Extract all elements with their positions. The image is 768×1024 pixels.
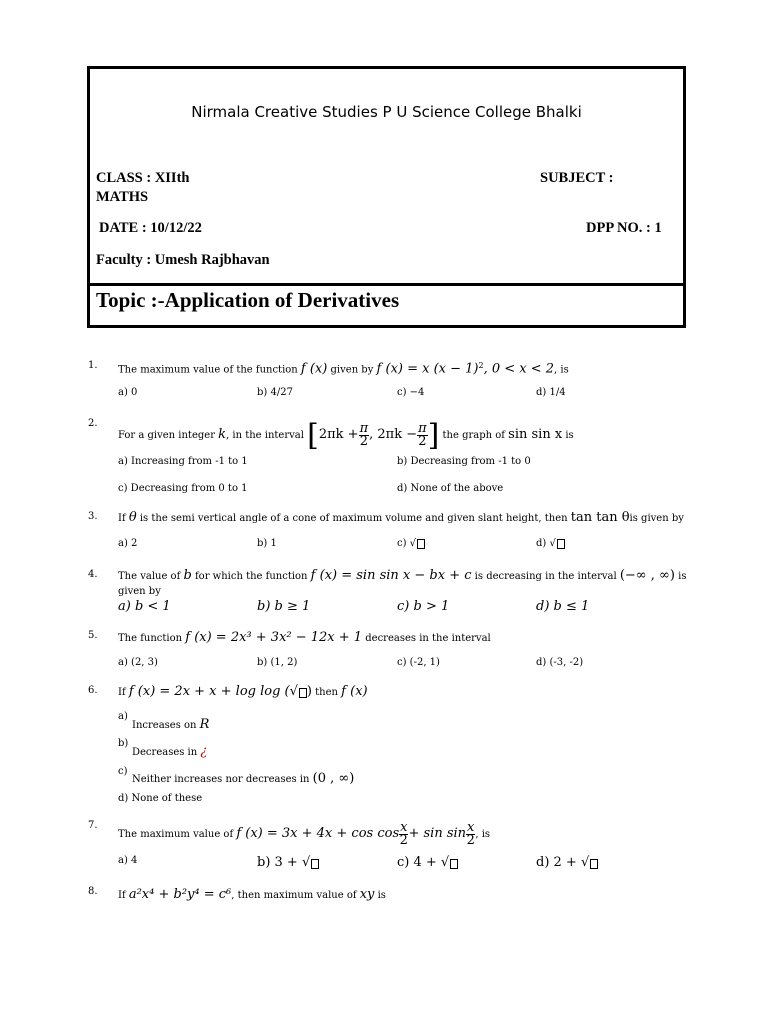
option-d: d) √ [536, 538, 565, 549]
header-box [87, 66, 686, 328]
option-c: c) b > 1 [397, 599, 450, 614]
dpp-label: DPP NO. : 1 [586, 220, 662, 236]
option-a-marker: a) [118, 711, 128, 722]
question-number: 6. [88, 685, 98, 696]
option-b: b) 1 [257, 538, 277, 549]
question-5: The function f (x) = 2x³ + 3x² − 12x + 1 decreases in the interval [118, 630, 491, 645]
question-8: If a²x⁴ + b²y⁴ = c⁶, then maximum value of xy is [118, 887, 386, 902]
option-a: a) b < 1 [118, 599, 171, 614]
option-a: a) 0 [118, 387, 138, 398]
question-2: For a given integer k, in the interval [2πk + $\frac{\pi}{2}$ , 2πk − $\frac{\pi}{2}$ ] the graph of sin sin x is [118, 418, 574, 453]
option-c: c) 4 + √ [397, 855, 458, 870]
option-b: b) 4/27 [257, 387, 293, 398]
option-a: a) 4 [118, 855, 138, 866]
class-subject-continuation: MATHS [96, 189, 149, 205]
question-number: 3. [88, 511, 98, 522]
option-b: b) b ≥ 1 [257, 599, 311, 614]
option-d: d) None of these [118, 793, 203, 804]
faculty-label: Faculty : Umesh Rajbhavan [96, 252, 270, 268]
option-d: d) b ≤ 1 [536, 599, 590, 614]
option-b: b) 3 + √ [257, 855, 319, 870]
topic-title: Topic :-Application of Derivatives [96, 288, 400, 312]
question-4: The value of b for which the function f (x) = sin sin x − bx + c is decreasing in the interval (−∞ , ∞) is [118, 568, 687, 583]
header-divider [90, 283, 683, 286]
subject-label: SUBJECT : [540, 170, 614, 186]
question-7: The maximum value of f (x) = 3x + 4x + cos cos $\frac{x}{2}$ + sin sin $\frac{x}{2}$ , is [118, 820, 491, 848]
date-label: DATE : 10/12/22 [99, 220, 202, 236]
question-number: 7. [88, 820, 98, 831]
option-c: c) √ [397, 538, 425, 549]
option-b-marker: b) [118, 738, 129, 749]
option-c: c) Decreasing from 0 to 1 [118, 483, 248, 494]
class-label: CLASS : XIIth [96, 170, 190, 186]
option-d: d) 1/4 [536, 387, 566, 398]
option-a: Increases on R [132, 717, 210, 732]
option-d: d) None of the above [397, 483, 504, 494]
question-3: If θ is the semi vertical angle of a cone of maximum volume and given slant height, then tan tan θis given by [118, 510, 684, 525]
option-a: a) 2 [118, 538, 138, 549]
option-b: b) Decreasing from -1 to 0 [397, 456, 531, 467]
question-number: 1. [88, 360, 98, 371]
question-4-continued: given by [118, 586, 161, 597]
question-6: If f (x) = 2x + x + log log (√ ) then f (x) [118, 684, 368, 699]
option-b: Decreases in ¿ [132, 744, 208, 759]
question-1: The maximum value of the function f (x) given by f (x) = x $(x - 1)^2$, 0 < x < 2, is [118, 361, 569, 377]
question-number: 4. [88, 569, 98, 580]
question-number: 2. [88, 418, 98, 429]
question-number: 8. [88, 886, 98, 897]
option-a: a) (2, 3) [118, 657, 158, 668]
option-c: c) (-2, 1) [397, 657, 440, 668]
option-c: c) −4 [397, 387, 425, 398]
college-name: Nirmala Creative Studies P U Science College Bhalki [191, 103, 582, 121]
question-number: 5. [88, 630, 98, 641]
option-a: a) Increasing from -1 to 1 [118, 456, 248, 467]
option-d: d) (-3, -2) [536, 657, 584, 668]
option-c-marker: c) [118, 766, 128, 777]
option-b: b) (1, 2) [257, 657, 298, 668]
option-d: d) 2 + √ [536, 855, 598, 870]
option-c: Neither increases nor decreases in (0 , ∞) [132, 771, 355, 786]
